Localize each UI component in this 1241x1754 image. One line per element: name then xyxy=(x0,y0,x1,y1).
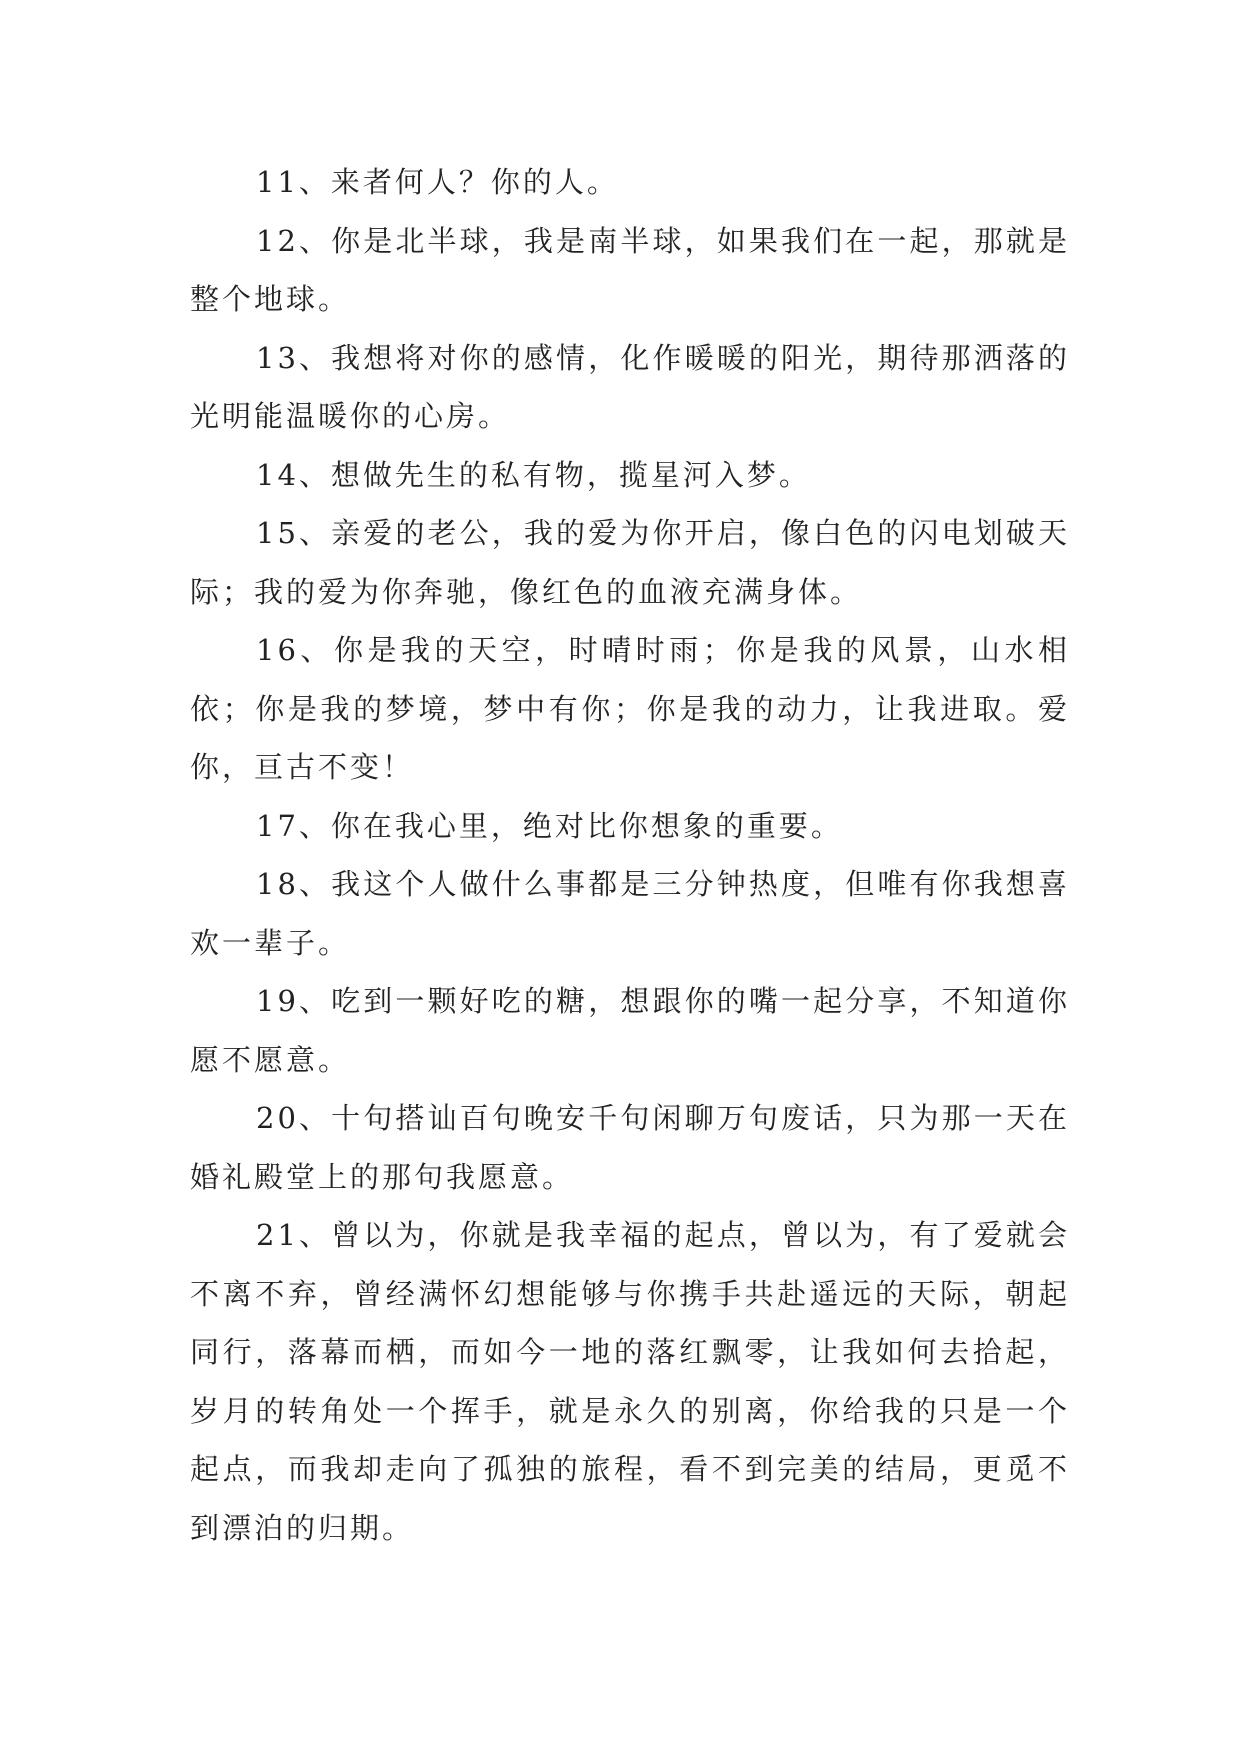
paragraph-17: 17、你在我心里，绝对比你想象的重要。 xyxy=(256,808,843,843)
paragraph-13: 13、我想将对你的感情，化作暖暖的阳光，期待那洒落的光明能温暖你的心房。 xyxy=(190,340,1070,433)
paragraph-15: 15、亲爱的老公，我的爱为你开启，像白色的闪电划破天际；我的爱为你奔驰，像红色的血液充满身体。 xyxy=(190,516,1070,609)
paragraph-11: 11、来者何人？你的人。 xyxy=(256,165,619,199)
paragraph-19: 19、吃到一颗好吃的糖，想跟你的嘴一起分享，不知道你愿不愿意。 xyxy=(190,984,1070,1077)
paragraph-21: 21、曾以为，你就是我幸福的起点，曾以为，有了爱就会不离不弃，曾经满怀幻想能够与你携手共赴遥远的天际，朝起同行，落幕而栖，而如今一地的落红飘零，让我如何去拾起，岁月的转角处一个挥手，就是永久的别离，你给我的只是一个起点，而我却走向了孤独的旅程，看不到完美的结局，更觅不到漂泊的归期。 xyxy=(190,1218,1070,1545)
paragraph-14: 14、想做先生的私有物，揽星河入梦。 xyxy=(256,457,811,492)
paragraph-20: 20、十句搭讪百句晚安千句闲聊万句废话，只为那一天在婚礼殿堂上的那句我愿意。 xyxy=(190,1101,1070,1194)
paragraph-16: 16、你是我的天空，时晴时雨；你是我的风景，山水相依；你是我的梦境，梦中有你；你是我的动力，让我进取。爱你，亘古不变！ xyxy=(190,633,1070,784)
paragraph-12: 12、你是北半球，我是南半球，如果我们在一起，那就是整个地球。 xyxy=(190,223,1070,316)
paragraph-18: 18、我这个人做什么事都是三分钟热度，但唯有你我想喜欢一辈子。 xyxy=(190,867,1070,960)
document-body xyxy=(190,153,1070,1557)
